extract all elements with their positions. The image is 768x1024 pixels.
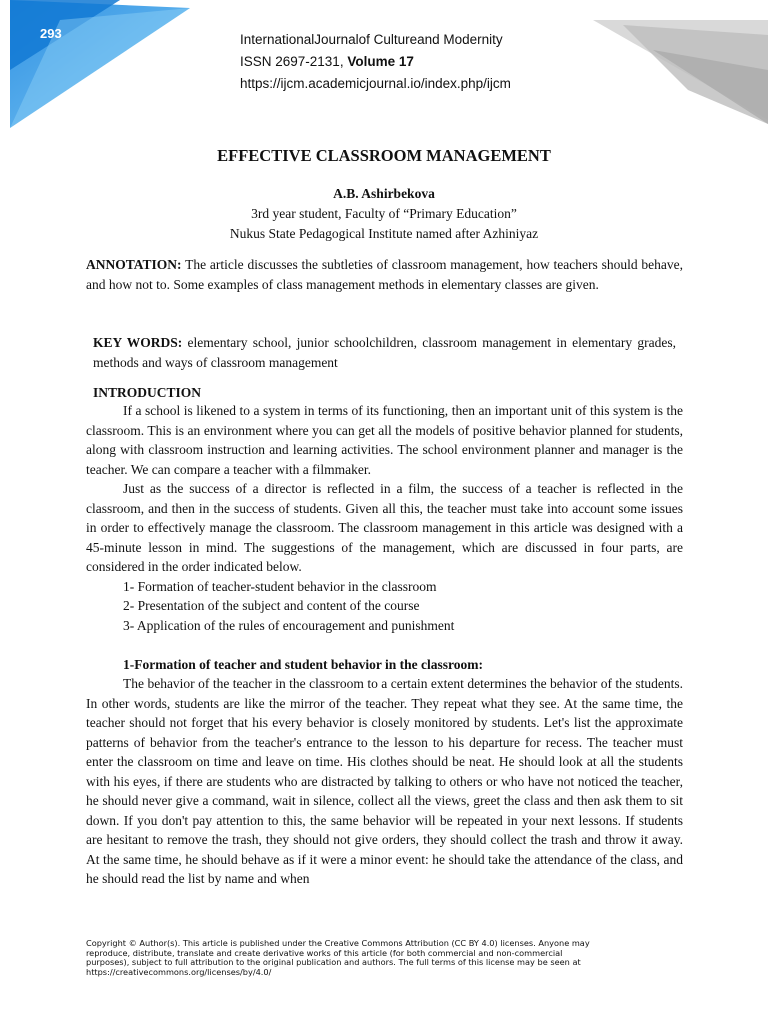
corner-decoration-right <box>593 20 768 130</box>
author-name: A.B. Ashirbekova <box>333 186 435 201</box>
annotation-paragraph <box>86 255 683 294</box>
list-item: 1- Formation of teacher-student behavior in the classroom <box>123 578 437 594</box>
introduction-paragraph-2: Just as the success of a director is reflected in a film, the success of a teacher is reflected in the classroom, and then in the success of students. Given all this, the teacher must take into account some issues in order to effectively manage the classroom. The classroom management in this article was designed with a 45-minute lesson in mind. The suggestions of the management, which are discussed in four parts, are considered in the order indicated below. <box>86 481 683 574</box>
issn: ISSN 2697-2131, <box>240 54 348 69</box>
author-affiliation-institute: Nukus State Pedagogical Institute named after Azhiniyaz <box>229 226 539 241</box>
section-1-paragraph-1: The behavior of the teacher in the classroom to a certain extent determines the behavior of the students. In other words, students are like the mirror of the teacher. They repeat what they see. At the same time, the teacher should not forget that his every behavior is closely monitored by students. Let's list the approximate patterns of behavior from the teacher's entrance to the lesson to his departure for recess. The teacher must enter the classroom on time and leave on time. His clothes should be neat. He should look at all the students with his eyes, if there are students who are distracted by talking to others or who have not noticed the teacher, he should never give a command, wait in silence, collect all the views, greet the class and then ask them to sit down. If you don't pay attention to this, the same behavior will be repeated in your next lessons. If students are hesitant to remove the trash, they should not give orders, they should collect the trash and throw it away. At the same time, he should behave as if it were a minor event: he should take the attendance of the class, and he should read the list by name and when <box>86 676 683 886</box>
main-text <box>86 401 683 889</box>
journal-name: InternationalJournalof Cultureand Modernity <box>240 32 503 47</box>
list-item: 2- Presentation of the subject and content of the course <box>123 598 420 613</box>
corner-decoration-left <box>0 0 200 130</box>
license-footer: Copyright © Author(s). This article is published under the Creative Commons Attribution (CC BY 4.0) licenses. Anyone may reproduce, distribute, translate and create derivative works of this article (for both commercial and non-commercial purposes), subject to full attribution to the original publication and authors. The full terms of this license may be seen at https://creativecommons.org/licenses/by/4.0/ <box>86 938 590 978</box>
issn-line <box>240 54 511 76</box>
keywords-paragraph <box>93 333 676 372</box>
author-block <box>0 184 768 244</box>
section-1-heading: 1-Formation of teacher and student behavior in the classroom: <box>123 656 483 672</box>
keywords-label: KEY WORDS: <box>93 335 183 350</box>
journal-url[interactable]: https://ijcm.academicjournal.io/index.php/ijcm <box>240 76 511 91</box>
list-item: 3- Application of the rules of encouragement and punishment <box>123 617 455 633</box>
volume: Volume 17 <box>347 54 414 69</box>
introduction-heading: INTRODUCTION <box>93 385 202 400</box>
keywords-text: elementary school, junior schoolchildren, classroom management in elementary grades, methods and ways of classroom management <box>93 335 676 370</box>
page-number: 293 <box>40 26 62 41</box>
introduction-paragraph-1: If a school is likened to a system in terms of its functioning, then an important unit of this system is the classroom. This is an environment where you can get all the models of positive behavior planned for students, along with classroom instruction and learning activities. The school environment planner and manager is the teacher. We can compare a teacher with a filmmaker. <box>86 403 683 477</box>
annotation-label: ANNOTATION: <box>86 257 182 272</box>
annotation-text: The article discusses the subtleties of classroom management, how teachers should behave, and how not to. Some examples of class management methods in elementary classes are given. <box>86 257 683 292</box>
author-affiliation-faculty: 3rd year student, Faculty of “Primary Education” <box>251 206 517 221</box>
article-title: EFFECTIVE CLASSROOM MANAGEMENT <box>217 146 551 165</box>
journal-header <box>240 32 511 98</box>
